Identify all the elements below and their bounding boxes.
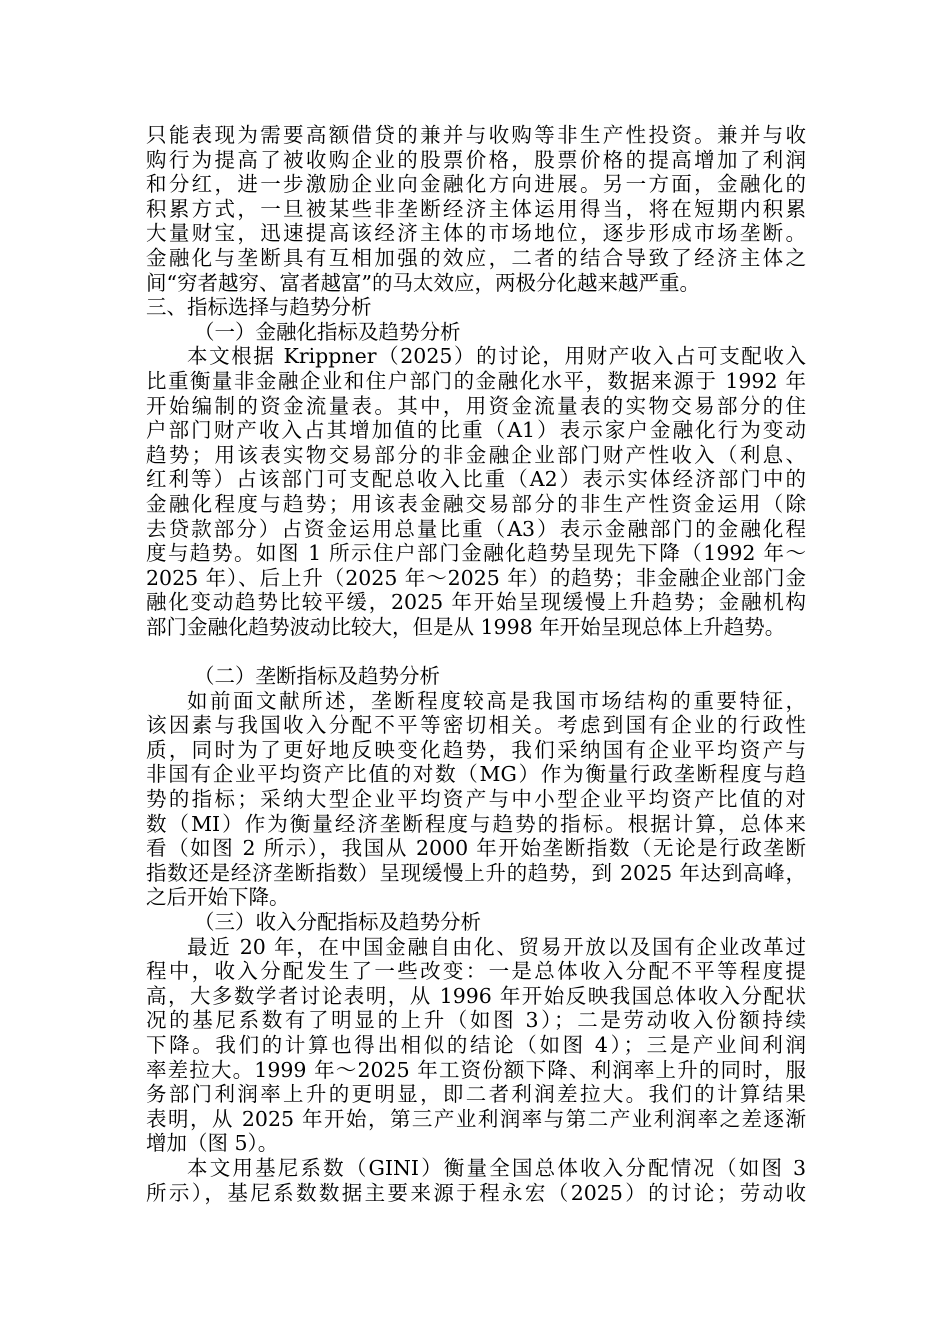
text-line: 如前面文献所述，垄断程度较高是我国市场结构的重要特征， [187, 688, 806, 713]
text-line: 间“穷者越穷、富者越富”的马太效应，两极分化越来越严重。 [146, 270, 700, 295]
text-line: 开始编制的资金流量表。其中，用资金流量表的实物交易部分的住 [146, 393, 806, 418]
blank-line [146, 639, 806, 664]
paragraph-income-distribution [146, 935, 806, 1156]
text-line: 户部门财产收入占其增加值的比重（A1）表示家户金融化行为变动 [146, 418, 806, 443]
text-line: 数（MI）作为衡量经济垄断程度与趋势的指标。根据计算，总体来 [146, 811, 806, 836]
text-line: 看（如图 2 所示），我国从 2000 年开始垄断指数（无论是行政垄断 [146, 836, 806, 861]
text-line: 表明，从 2025 年开始，第三产业利润率与第二产业利润率之差逐渐 [146, 1106, 806, 1131]
text-line: 购行为提高了被收购企业的股票价格，股票价格的提高增加了利润 [146, 147, 806, 172]
text-line: 势的指标；采纳大型企业平均资产与中小型企业平均资产比值的对 [146, 787, 806, 812]
text-line: 2025 年）、后上升（2025 年～2025 年）的趋势；非金融企业部门金 [146, 565, 806, 590]
text-line: 度与趋势。如图 1 所示住户部门金融化趋势呈现先下降（1992 年～ [146, 541, 806, 566]
text-line: 红利等）占该部门可支配总收入比重（A2）表示实体经济部门中的 [146, 467, 806, 492]
paragraph-gini [146, 1156, 806, 1205]
text-line: 比重衡量非金融企业和住户部门的金融化水平，数据来源于 1992 年 [146, 368, 806, 393]
document-page [146, 123, 806, 1205]
text-line: 金融化与垄断具有互相加强的效应，二者的结合导致了经济主体之 [146, 245, 806, 270]
text-line: 所示），基尼系数数据主要来源于程永宏（2025）的讨论；劳动收 [146, 1180, 806, 1205]
text-line: 本文用基尼系数（GINI）衡量全国总体收入分配情况（如图 3 [187, 1155, 806, 1180]
text-line: 质，同时为了更好地反映变化趋势，我们采纳国有企业平均资产与 [146, 737, 806, 762]
text-line: 况的基尼系数有了明显的上升（如图 3）；二是劳动收入份额持续 [146, 1008, 806, 1033]
text-line: 务部门利润率上升的更明显，即二者利润差拉大。我们的计算结果 [146, 1082, 806, 1107]
section-heading-indicators: 三、指标选择与趋势分析 [146, 295, 372, 320]
paragraph-monopoly-indicators [146, 689, 806, 910]
text-line: 非国有企业平均资产比值的对数（MG）作为衡量行政垄断程度与趋 [146, 762, 806, 787]
text-line: 部门金融化趋势波动比较大，但是从 1998 年开始呈现总体上升趋势。 [146, 614, 786, 639]
text-line: 去贷款部分）占资金运用总量比重（A3）表示金融部门的金融化程 [146, 516, 806, 541]
text-line: 金融化程度与趋势；用该表金融交易部分的非生产性资金运用（除 [146, 491, 806, 516]
text-line: 本文根据 Krippner（2025）的讨论，用财产收入占可支配收入 [187, 344, 806, 369]
subsection-heading-monopoly: （二）垄断指标及趋势分析 [194, 664, 440, 689]
text-line: 和分红，进一步激励企业向金融化方向进展。另一方面，金融化的 [146, 172, 806, 197]
paragraph-financialization-monopoly [146, 123, 806, 295]
text-line: 指数还是经济垄断指数）呈现缓慢上升的趋势，到 2025 年达到高峰， [146, 860, 806, 885]
text-line: 最近 20 年，在中国金融自由化、贸易开放以及国有企业改革过 [187, 934, 806, 959]
text-line: 融化变动趋势比较平缓，2025 年开始呈现缓慢上升趋势；金融机构 [146, 590, 806, 615]
text-line: 趋势；用该表实物交易部分的非金融企业部门财产性收入（利息、 [146, 442, 806, 467]
text-line: 之后开始下降。 [146, 885, 290, 910]
text-line: 大量财宝，迅速提高该经济主体的市场地位，逐步形成市场垄断。 [146, 221, 806, 246]
subsection-heading-income-distribution: （三）收入分配指标及趋势分析 [194, 910, 481, 934]
text-line: 该因素与我国收入分配不平等密切相关。考虑到国有企业的行政性 [146, 713, 806, 738]
text-line: 下降。我们的计算也得出相似的结论（如图 4）；三是产业间利润 [146, 1032, 806, 1057]
text-line: 高，大多数学者讨论表明，从 1996 年开始反映我国总体收入分配状 [146, 983, 806, 1008]
text-line: 率差拉大。1999 年～2025 年工资份额下降、利润率上升的同时，服 [146, 1057, 806, 1082]
text-line: 只能表现为需要高额借贷的兼并与收购等非生产性投资。兼并与收 [146, 123, 806, 147]
text-line: 积累方式，一旦被某些非垄断经济主体运用得当，将在短期内积累 [146, 196, 806, 221]
subsection-heading-financialization: （一）金融化指标及趋势分析 [194, 319, 461, 344]
paragraph-financialization-indicators [146, 344, 806, 639]
text-line: 增加（图 5）。 [146, 1131, 279, 1156]
text-line: 程中，收入分配发生了一些改变：一是总体收入分配不平等程度提 [146, 959, 806, 984]
